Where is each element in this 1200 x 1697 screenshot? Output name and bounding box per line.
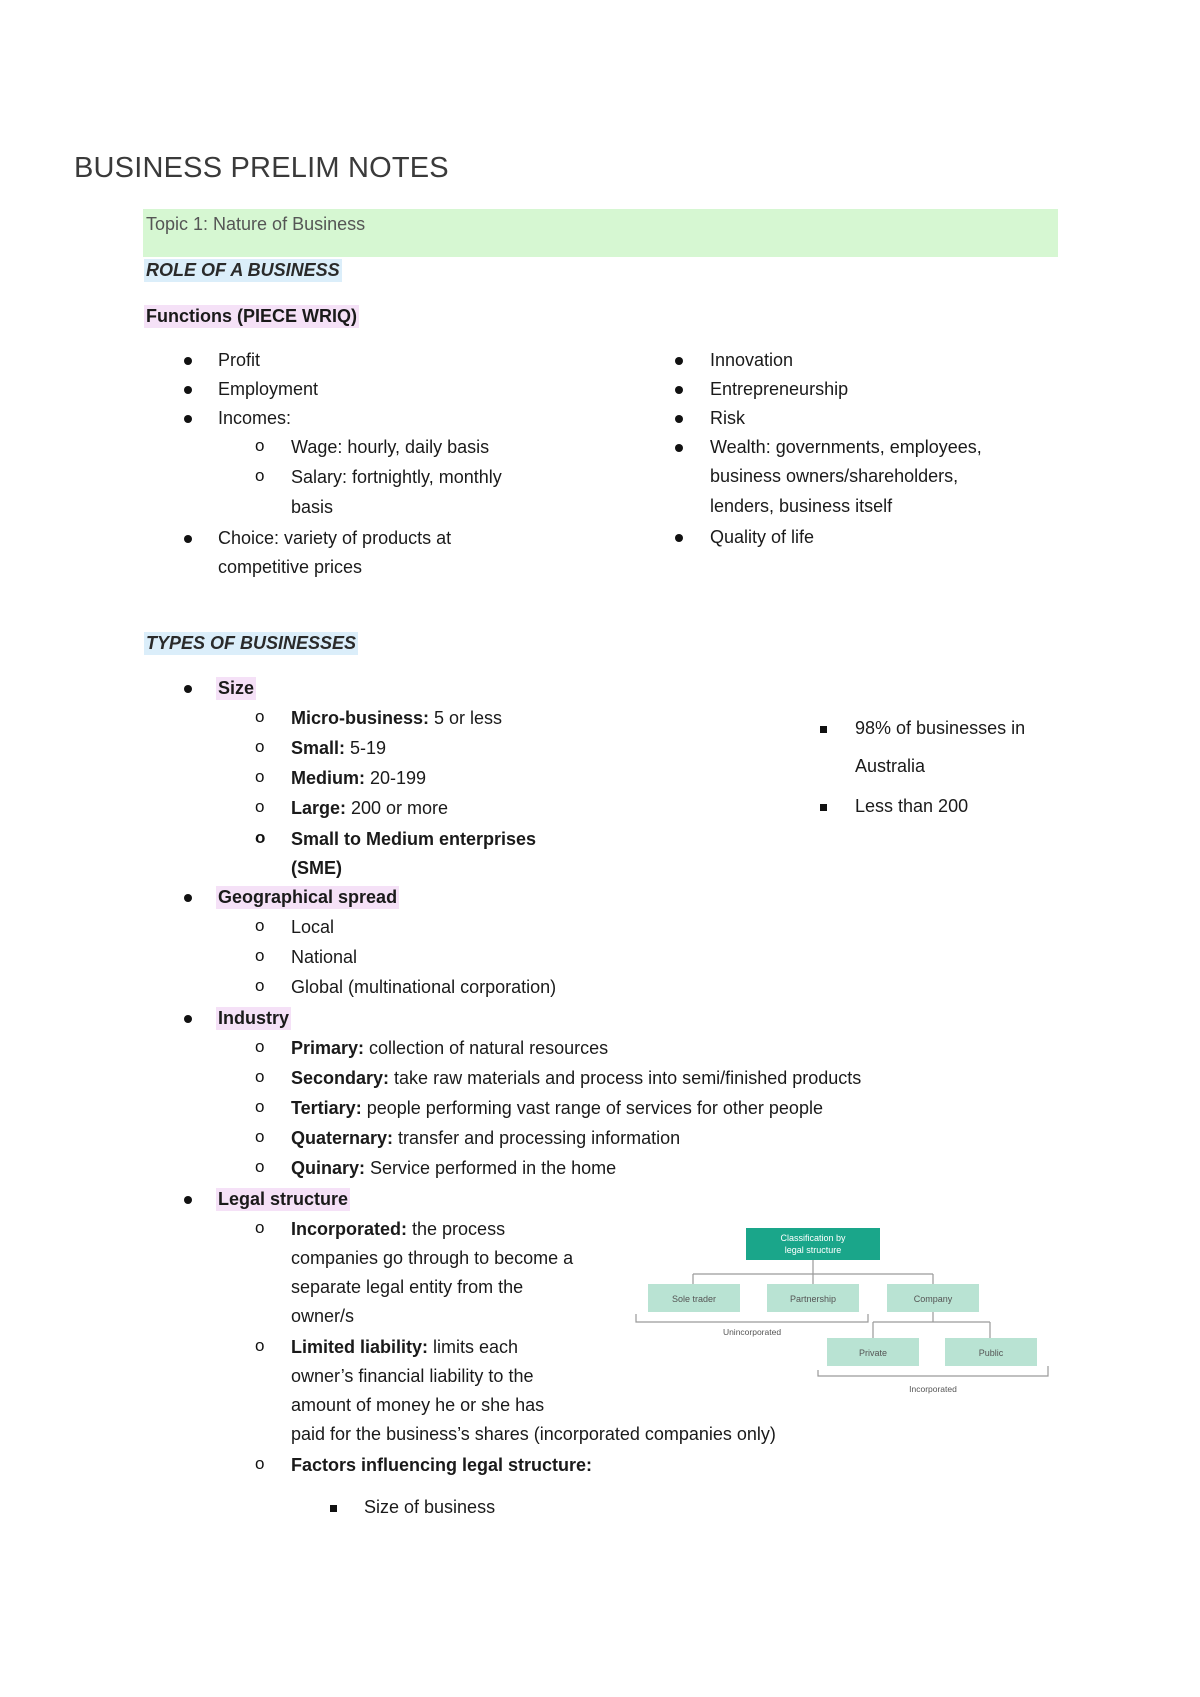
- function-wealth: Wealth: governments, employees,: [710, 437, 982, 457]
- bullet-icon: [184, 1015, 192, 1023]
- circle-bullet-icon: o: [255, 797, 265, 816]
- circle-bullet-icon: o: [255, 1127, 265, 1146]
- bullet-icon: [184, 535, 192, 543]
- circle-bullet-icon: o: [255, 707, 265, 726]
- legal-incorporated: Incorporated: the process: [291, 1219, 506, 1239]
- bullet-icon: [184, 685, 192, 693]
- income-salary: Salary: fortnightly, monthly: [291, 467, 502, 487]
- role-heading: ROLE OF A BUSINESS: [146, 260, 340, 280]
- square-bullet-icon: [820, 804, 827, 811]
- diagram-root-label-2: legal structure: [784, 1245, 842, 1255]
- square-bullet-icon: [820, 726, 827, 733]
- bullet-icon: [184, 894, 192, 902]
- size-label: Size: [218, 678, 255, 698]
- function-incomes: Incomes:: [218, 408, 292, 428]
- size-small: Small: 5-19: [291, 738, 387, 758]
- function-choice-cont: competitive prices: [218, 557, 363, 577]
- size-micro: Micro-business: 5 or less: [291, 708, 503, 728]
- industry-secondary: Secondary: take raw materials and process into semi/finished products: [291, 1068, 862, 1088]
- function-wealth-cont-2: lenders, business itself: [710, 496, 893, 516]
- topic-title: Topic 1: Nature of Business: [146, 214, 366, 234]
- geo-local: Local: [291, 917, 335, 937]
- circle-bullet-icon: o: [255, 1454, 265, 1473]
- bullet-icon: [675, 415, 683, 423]
- bullet-icon: [184, 415, 192, 423]
- function-risk: Risk: [710, 408, 745, 428]
- legal-structure-diagram: [630, 1226, 1050, 1406]
- document-title: BUSINESS PRELIM NOTES: [74, 152, 449, 184]
- circle-bullet-icon: o: [255, 737, 265, 756]
- diagram-incorporated-label: Incorporated: [909, 1384, 957, 1394]
- sme-note-1-cont: Australia: [855, 756, 926, 776]
- size-medium: Medium: 20-199: [291, 768, 427, 788]
- diagram-unincorporated-label: Unincorporated: [722, 1327, 782, 1337]
- function-innovation: Innovation: [710, 350, 794, 370]
- size-sme: Small to Medium enterprises: [291, 829, 537, 849]
- bullet-icon: [675, 386, 683, 394]
- types-heading: TYPES OF BUSINESSES: [146, 633, 357, 653]
- circle-bullet-icon: o: [255, 1067, 265, 1086]
- circle-bullet-icon: o: [255, 1097, 265, 1116]
- industry-label: Industry: [218, 1008, 290, 1028]
- industry-quinary: Quinary: Service performed in the home: [291, 1158, 617, 1178]
- diagram-root-label-1: Classification by: [780, 1233, 846, 1243]
- factor-size-of-business: Size of business: [364, 1497, 496, 1517]
- legal-limited-liability-cont-1: owner’s financial liability to the: [291, 1366, 534, 1386]
- circle-bullet-icon: o: [255, 946, 265, 965]
- function-entrepreneurship: Entrepreneurship: [710, 379, 849, 399]
- function-wealth-cont-1: business owners/shareholders,: [710, 466, 959, 486]
- legal-label: Legal structure: [218, 1189, 349, 1209]
- circle-bullet-icon: o: [255, 466, 265, 485]
- function-employment: Employment: [218, 379, 319, 399]
- function-quality-of-life: Quality of life: [710, 527, 815, 547]
- geo-label: Geographical spread: [218, 887, 398, 907]
- functions-heading: Functions (PIECE WRIQ): [146, 306, 357, 326]
- diagram-sole-trader-label: Sole trader: [671, 1294, 717, 1304]
- diagram-private-label: Private: [858, 1348, 888, 1358]
- square-bullet-icon: [330, 1505, 337, 1512]
- circle-bullet-icon: o: [255, 828, 266, 847]
- legal-limited-liability-cont-3: paid for the business’s shares (incorporated companies only): [291, 1424, 776, 1444]
- legal-factors: Factors influencing legal structure:: [291, 1455, 593, 1475]
- bullet-icon: [675, 357, 683, 365]
- bullet-icon: [675, 444, 683, 452]
- diagram-public-label: Public: [978, 1348, 1004, 1358]
- circle-bullet-icon: o: [255, 916, 265, 935]
- geo-national: National: [291, 947, 358, 967]
- industry-tertiary: Tertiary: people performing vast range of services for other people: [291, 1098, 823, 1118]
- sme-note-2: Less than 200: [855, 796, 969, 816]
- sme-note-1: 98% of businesses in: [855, 718, 1026, 738]
- legal-limited-liability: Limited liability: limits each: [291, 1337, 519, 1357]
- bullet-icon: [184, 1196, 192, 1204]
- legal-incorporated-cont-3: owner/s: [291, 1306, 355, 1326]
- function-profit: Profit: [218, 350, 261, 370]
- legal-incorporated-cont-1: companies go through to become a: [291, 1248, 574, 1268]
- circle-bullet-icon: o: [255, 1218, 265, 1237]
- bullet-icon: [184, 357, 192, 365]
- legal-incorporated-cont-2: separate legal entity from the: [291, 1277, 524, 1297]
- circle-bullet-icon: o: [255, 1037, 265, 1056]
- circle-bullet-icon: o: [255, 976, 265, 995]
- legal-limited-liability-cont-2: amount of money he or she has: [291, 1395, 545, 1415]
- diagram-company-label: Company: [913, 1294, 953, 1304]
- diagram-partnership-label: Partnership: [789, 1294, 837, 1304]
- circle-bullet-icon: o: [255, 436, 265, 455]
- income-salary-cont: basis: [291, 497, 334, 517]
- size-large: Large: 200 or more: [291, 798, 449, 818]
- bullet-icon: [184, 386, 192, 394]
- circle-bullet-icon: o: [255, 1157, 265, 1176]
- geo-global: Global (multinational corporation): [291, 977, 557, 997]
- circle-bullet-icon: o: [255, 1336, 265, 1355]
- bullet-icon: [675, 534, 683, 542]
- circle-bullet-icon: o: [255, 767, 265, 786]
- industry-quaternary: Quaternary: transfer and processing information: [291, 1128, 681, 1148]
- function-choice: Choice: variety of products at: [218, 528, 452, 548]
- income-wage: Wage: hourly, daily basis: [291, 437, 490, 457]
- size-sme-cont: (SME): [291, 858, 342, 878]
- industry-primary: Primary: collection of natural resources: [291, 1038, 609, 1058]
